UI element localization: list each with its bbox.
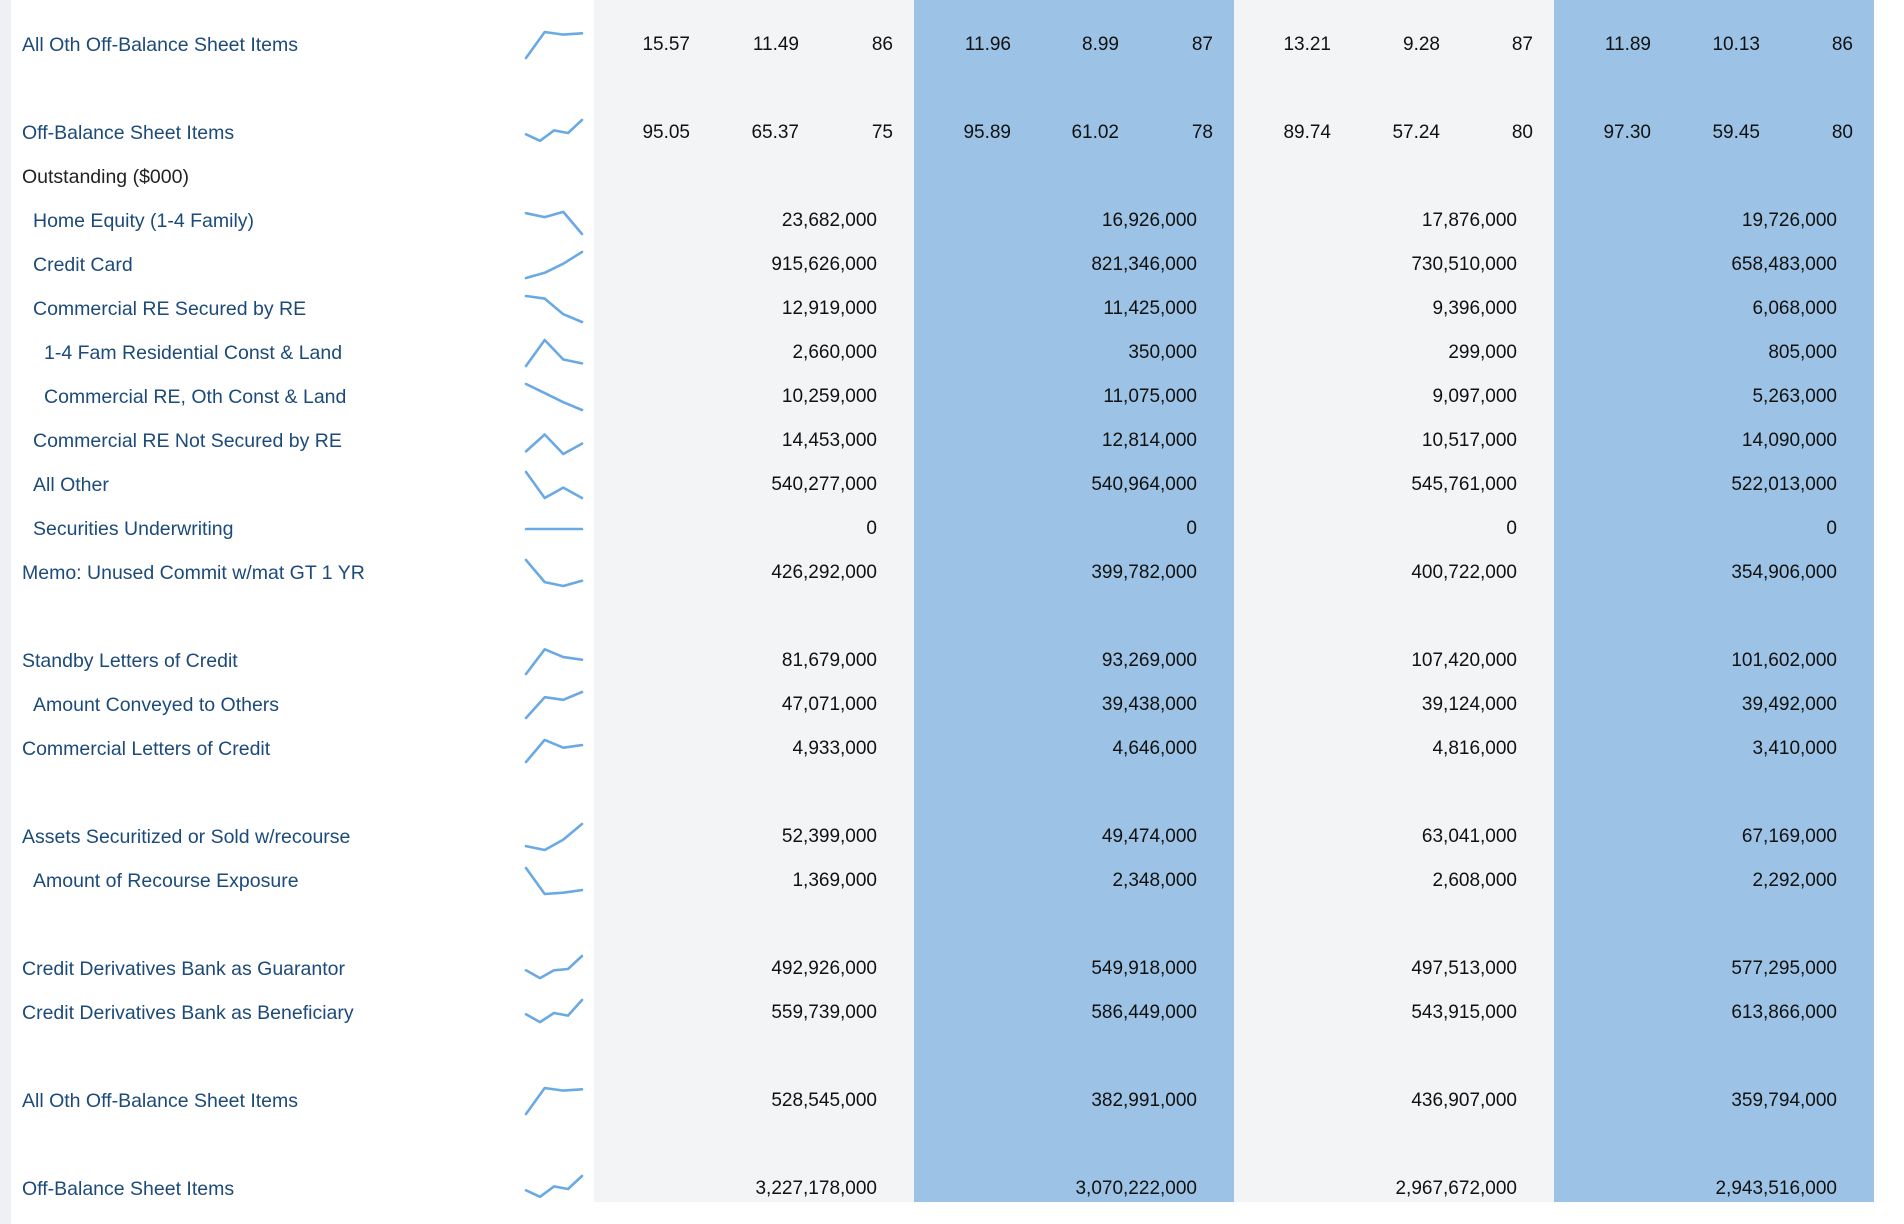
sparkline-chart: [524, 558, 584, 588]
cell-value: 6,068,000: [1752, 298, 1837, 319]
cell-value: 17,876,000: [1421, 210, 1517, 231]
sparkline-chart: [524, 294, 584, 324]
cell-value: 545,761,000: [1411, 474, 1517, 495]
cell-value: 821,346,000: [1091, 254, 1197, 275]
row-label: Commercial RE, Oth Const & Land: [44, 386, 347, 408]
cell-value: 4,816,000: [1432, 738, 1517, 759]
cell-value: 11.89: [1604, 34, 1651, 55]
cell-value: 543,915,000: [1411, 1002, 1517, 1023]
cell-value: 65.37: [751, 122, 799, 143]
cell-value: 57.24: [1392, 122, 1440, 143]
row-label: Home Equity (1-4 Family): [33, 210, 255, 232]
cell-value: 5,263,000: [1752, 386, 1837, 407]
cell-value: 522,013,000: [1731, 474, 1837, 495]
row-label: All Oth Off-Balance Sheet Items: [22, 34, 299, 56]
cell-value: 577,295,000: [1731, 958, 1837, 979]
cell-value: 299,000: [1448, 342, 1517, 363]
cell-value: 436,907,000: [1411, 1090, 1517, 1111]
cell-value: 399,782,000: [1091, 562, 1197, 583]
cell-value: 2,348,000: [1112, 870, 1197, 891]
cell-value: 93,269,000: [1101, 650, 1197, 671]
cell-value: 86: [1831, 34, 1853, 55]
cell-value: 14,090,000: [1741, 430, 1837, 451]
cell-value: 528,545,000: [771, 1090, 877, 1111]
cell-value: 8.99: [1082, 34, 1119, 55]
cell-value: 81,679,000: [781, 650, 877, 671]
sparkline-chart: [524, 646, 584, 676]
cell-value: 497,513,000: [1411, 958, 1517, 979]
sparkline-chart: [524, 954, 584, 984]
sparkline-chart: [524, 426, 584, 456]
cell-value: 39,492,000: [1741, 694, 1837, 715]
cell-value: 10.13: [1712, 34, 1760, 55]
sparkline-chart: [524, 998, 584, 1028]
row-label: Credit Derivatives Bank as Beneficiary: [22, 1002, 354, 1024]
row-label: All Oth Off-Balance Sheet Items: [22, 1090, 299, 1112]
row-label: Securities Underwriting: [33, 518, 234, 540]
sparkline-path: [526, 560, 582, 586]
sparkline-chart: [524, 338, 584, 368]
sparkline-path: [526, 740, 582, 762]
cell-value: 49,474,000: [1101, 826, 1197, 847]
cell-value: 11,075,000: [1103, 386, 1197, 407]
cell-value: 10,259,000: [781, 386, 877, 407]
cell-value: 9,396,000: [1432, 298, 1517, 319]
cell-value: 9,097,000: [1432, 386, 1517, 407]
cell-value: 97.30: [1603, 122, 1651, 143]
sparkline-path: [526, 824, 582, 850]
sparkline-path: [526, 252, 582, 278]
cell-value: 2,292,000: [1752, 870, 1837, 891]
cell-value: 492,926,000: [771, 958, 877, 979]
cell-value: 915,626,000: [771, 254, 877, 275]
row-label: 1-4 Fam Residential Const & Land: [44, 342, 343, 364]
cell-value: 2,967,672,000: [1395, 1178, 1517, 1199]
cell-value: 805,000: [1768, 342, 1837, 363]
cell-value: 559,739,000: [771, 1002, 877, 1023]
cell-value: 75: [871, 122, 893, 143]
cell-value: 540,277,000: [771, 474, 877, 495]
sparkline-path: [526, 435, 582, 455]
cell-value: 3,410,000: [1752, 738, 1837, 759]
cell-value: 0: [1826, 518, 1837, 539]
row-label: Commercial Letters of Credit: [22, 738, 271, 760]
cell-value: 95.05: [642, 122, 690, 143]
cell-value: 9.28: [1403, 34, 1440, 55]
sparkline-path: [526, 1000, 582, 1022]
row-label: Memo: Unused Commit w/mat GT 1 YR: [22, 562, 365, 584]
cell-value: 80: [1831, 122, 1853, 143]
cell-value: 540,964,000: [1091, 474, 1197, 495]
cell-value: 12,814,000: [1101, 430, 1197, 451]
cell-value: 350,000: [1128, 342, 1197, 363]
cell-value: 15.57: [642, 34, 690, 55]
cell-value: 61.02: [1071, 122, 1119, 143]
cell-value: 16,926,000: [1101, 210, 1197, 231]
sparkline-path: [526, 1176, 582, 1197]
cell-value: 78: [1191, 122, 1213, 143]
cell-value: 549,918,000: [1091, 958, 1197, 979]
row-label: Outstanding ($000): [22, 166, 189, 188]
cell-value: 2,608,000: [1432, 870, 1517, 891]
cell-value: 86: [871, 34, 893, 55]
sparkline-path: [526, 1088, 582, 1114]
row-label: Amount of Recourse Exposure: [33, 870, 299, 892]
sparkline-path: [526, 868, 582, 894]
sparkline-path: [526, 649, 582, 674]
sparkline-chart: [524, 514, 584, 544]
cell-value: 613,866,000: [1731, 1002, 1837, 1023]
cell-value: 89.74: [1283, 122, 1331, 143]
cell-value: 11,425,000: [1103, 298, 1197, 319]
cell-value: 2,660,000: [792, 342, 877, 363]
cell-value: 0: [1186, 518, 1197, 539]
sparkline-chart: [524, 470, 584, 500]
sparkline-chart: [524, 382, 584, 412]
cell-value: 359,794,000: [1731, 1090, 1837, 1111]
cell-value: 426,292,000: [771, 562, 877, 583]
left-gutter: [0, 0, 11, 1224]
cell-value: 11.96: [964, 34, 1011, 55]
cell-value: 0: [866, 518, 877, 539]
cell-value: 107,420,000: [1411, 650, 1517, 671]
cell-value: 87: [1511, 34, 1533, 55]
sparkline-path: [526, 692, 582, 718]
cell-value: 23,682,000: [781, 210, 877, 231]
row-label: Off-Balance Sheet Items: [22, 1178, 235, 1200]
sparkline-chart: [524, 822, 584, 852]
sparkline-path: [526, 212, 582, 234]
row-label: All Other: [33, 474, 109, 496]
cell-value: 400,722,000: [1411, 562, 1517, 583]
row-label: Commercial RE Secured by RE: [33, 298, 307, 320]
row-label: Commercial RE Not Secured by RE: [33, 430, 342, 452]
sparkline-path: [526, 472, 582, 498]
cell-value: 3,070,222,000: [1075, 1178, 1197, 1199]
cell-value: 382,991,000: [1091, 1090, 1197, 1111]
sparkline-chart: [524, 1174, 584, 1204]
cell-value: 10,517,000: [1421, 430, 1517, 451]
cell-value: 730,510,000: [1411, 254, 1517, 275]
cell-value: 658,483,000: [1731, 254, 1837, 275]
cell-value: 80: [1511, 122, 1533, 143]
sparkline-chart: [524, 866, 584, 896]
sparkline-path: [526, 956, 582, 978]
row-label: Amount Conveyed to Others: [33, 694, 280, 716]
cell-value: 47,071,000: [781, 694, 877, 715]
cell-value: 101,602,000: [1731, 650, 1837, 671]
cell-value: 14,453,000: [781, 430, 877, 451]
row-label: Assets Securitized or Sold w/recourse: [22, 826, 351, 848]
sparkline-chart: [524, 250, 584, 280]
cell-value: 67,169,000: [1741, 826, 1837, 847]
cell-value: 586,449,000: [1091, 1002, 1197, 1023]
cell-value: 4,646,000: [1112, 738, 1197, 759]
cell-value: 39,124,000: [1421, 694, 1517, 715]
cell-value: 95.89: [963, 122, 1011, 143]
cell-value: 11.49: [752, 34, 799, 55]
sparkline-path: [526, 384, 582, 410]
row-label: Off-Balance Sheet Items: [22, 122, 235, 144]
cell-value: 1,369,000: [792, 870, 877, 891]
sparkline-path: [526, 296, 582, 322]
row-label: Credit Card: [33, 254, 133, 276]
row-label: Standby Letters of Credit: [22, 650, 238, 672]
cell-value: 4,933,000: [792, 738, 877, 759]
cell-value: 0: [1506, 518, 1517, 539]
cell-value: 59.45: [1712, 122, 1760, 143]
cell-value: 3,227,178,000: [755, 1178, 877, 1199]
cell-value: 87: [1191, 34, 1213, 55]
sparkline-chart: [524, 206, 584, 236]
cell-value: 354,906,000: [1731, 562, 1837, 583]
cell-value: 39,438,000: [1101, 694, 1197, 715]
sparkline-chart: [524, 734, 584, 764]
sparkline-path: [526, 340, 582, 366]
cell-value: 12,919,000: [781, 298, 877, 319]
cell-value: 13.21: [1283, 34, 1331, 55]
sparkline-chart: [524, 690, 584, 720]
cell-value: 52,399,000: [781, 826, 877, 847]
sparkline-chart: [524, 1086, 584, 1116]
cell-value: 19,726,000: [1741, 210, 1837, 231]
row-label: Credit Derivatives Bank as Guarantor: [22, 958, 345, 980]
cell-value: 63,041,000: [1421, 826, 1517, 847]
cell-value: 2,943,516,000: [1715, 1178, 1837, 1199]
